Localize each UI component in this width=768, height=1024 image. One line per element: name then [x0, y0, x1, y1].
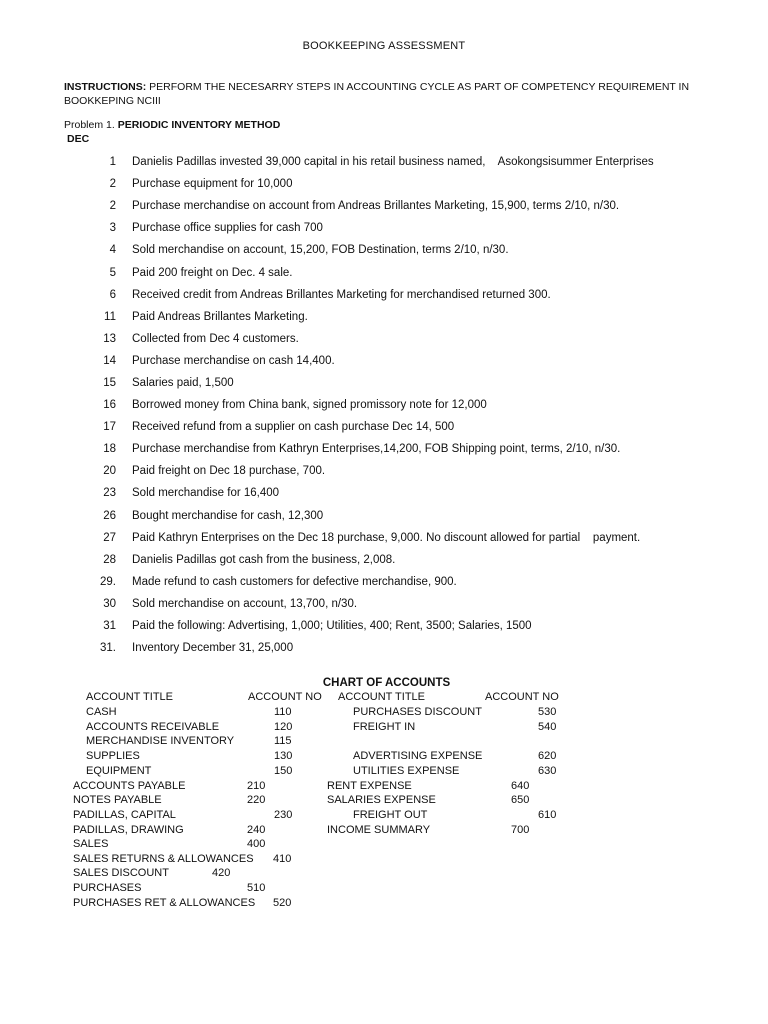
transaction-day: 31 [103, 620, 116, 633]
coa-left-title-sales: SALES [73, 838, 109, 850]
transaction-row [80, 173, 654, 195]
transaction-row [80, 195, 654, 217]
transaction-text: Danielis Padillas got cash from the business, 2,008. [132, 553, 396, 566]
coa-right-no-freight-in: 540 [538, 721, 557, 733]
coa-left-no-merchandise-inventory: 115 [274, 735, 292, 747]
coa-right-title-advertising-expense: ADVERTISING EXPENSE [353, 750, 483, 762]
month-label: DEC [67, 133, 90, 145]
transaction-row [80, 394, 654, 416]
instructions-label: INSTRUCTIONS: [64, 81, 147, 93]
transaction-text: Paid Andreas Brillantes Marketing. [132, 310, 308, 323]
coa-left-no-notes-payable: 220 [247, 794, 266, 806]
coa-right-title-utilities-expense: UTILITIES EXPENSE [353, 765, 460, 777]
transaction-day: 26 [103, 509, 116, 522]
coa-left-title-cash: CASH [86, 706, 117, 718]
coa-right-no-freight-out: 610 [538, 809, 557, 821]
coa-left-no-purchases: 510 [247, 882, 266, 894]
transaction-day: 2 [109, 200, 116, 213]
coa-left-no-sales: 400 [247, 838, 266, 850]
coa-right-no-advertising-expense: 620 [538, 750, 557, 762]
coa-header-left-no: ACCOUNT NO [248, 691, 322, 703]
transaction-text: Sold merchandise for 16,400 [132, 487, 280, 500]
transaction-day: 14 [103, 354, 116, 367]
transaction-text: Sold merchandise on account, 15,200, FOB Destination, terms 2/10, n/30. [132, 244, 509, 257]
transaction-list [80, 151, 654, 659]
coa-left-title-merchandise-inventory: MERCHANDISE INVENTORY [86, 735, 235, 747]
coa-left-title-supplies: SUPPLIES [86, 750, 140, 762]
coa-left-title-accounts-receivable: ACCOUNTS RECEIVABLE [86, 721, 220, 733]
coa-left-no-padillas-drawing: 240 [247, 824, 266, 836]
transaction-day: 31. [100, 642, 116, 655]
transaction-row [80, 637, 654, 659]
coa-right-title-purchases-discount: PURCHASES DISCOUNT [353, 706, 482, 718]
coa-left-no-accounts-payable: 210 [247, 780, 266, 792]
transaction-text: Paid Kathryn Enterprises on the Dec 18 purchase, 9,000. No discount allowed for partial payment. [132, 531, 641, 544]
coa-left-no-sales-discount: 420 [212, 867, 231, 879]
transaction-row [80, 505, 654, 527]
document-title: BOOKKEEPING ASSESSMENT [302, 40, 466, 52]
transaction-day: 15 [103, 376, 116, 389]
transaction-row [80, 217, 654, 239]
transaction-row [80, 593, 654, 615]
transaction-row [80, 571, 654, 593]
coa-left-title-purchases: PURCHASES [73, 882, 142, 894]
transaction-day: 17 [103, 421, 116, 434]
transaction-text: Salaries paid, 1,500 [132, 376, 234, 389]
transaction-day: 3 [109, 222, 116, 235]
transaction-day: 5 [109, 266, 116, 279]
transaction-row [80, 438, 654, 460]
transaction-text: Purchase merchandise from Kathryn Enterprises,14,200, FOB Shipping point, terms, 2/10, n/30. [132, 443, 621, 456]
transaction-row [80, 284, 654, 306]
coa-left-no-supplies: 130 [274, 750, 293, 762]
coa-right-no-rent-expense: 640 [511, 780, 530, 792]
transaction-text: Made refund to cash customers for defective merchandise, 900. [132, 575, 457, 588]
coa-header-right-no: ACCOUNT NO [485, 691, 559, 703]
transaction-text: Received credit from Andreas Brillantes Marketing for merchandised returned 300. [132, 288, 551, 301]
coa-left-title-padillas-drawing: PADILLAS, DRAWING [73, 824, 184, 836]
transaction-row [80, 328, 654, 350]
transaction-row [80, 482, 654, 504]
transaction-text: Borrowed money from China bank, signed promissory note for 12,000 [132, 399, 487, 412]
coa-left-title-sales-returns: SALES RETURNS & ALLOWANCES [73, 853, 254, 865]
coa-right-title-salaries-expense: SALARIES EXPENSE [327, 794, 436, 806]
coa-right-title-income-summary: INCOME SUMMARY [327, 824, 431, 836]
transaction-day: 30 [103, 597, 116, 610]
coa-right-title-freight-in: FREIGHT IN [353, 721, 416, 733]
transaction-day: 1 [109, 156, 116, 169]
transaction-text: Purchase merchandise on cash 14,400. [132, 354, 335, 367]
coa-header-left-title: ACCOUNT TITLE [86, 691, 173, 703]
coa-right-no-utilities-expense: 630 [538, 765, 557, 777]
transaction-day: 4 [109, 244, 116, 257]
problem-prefix: Problem 1. [64, 119, 118, 131]
transaction-text: Danielis Padillas invested 39,000 capital in his retail business named, Asokongsisummer Enterprises [132, 156, 654, 169]
transaction-text: Sold merchandise on account, 13,700, n/30. [132, 597, 358, 610]
transaction-row [80, 151, 654, 173]
transaction-day: 6 [109, 288, 116, 301]
coa-left-title-equipment: EQUIPMENT [86, 765, 152, 777]
transaction-text: Paid 200 freight on Dec. 4 sale. [132, 266, 293, 279]
transaction-row [80, 350, 654, 372]
coa-right-title-freight-out: FREIGHT OUT [353, 809, 428, 821]
coa-left-no-equipment: 150 [274, 765, 293, 777]
transaction-text: Purchase equipment for 10,000 [132, 178, 293, 191]
transaction-row [80, 261, 654, 283]
coa-left-no-cash: 110 [274, 706, 292, 718]
transaction-day: 11 [104, 310, 116, 323]
transaction-text: Collected from Dec 4 customers. [132, 332, 299, 345]
coa-left-no-sales-returns: 410 [273, 853, 292, 865]
transaction-day: 23 [103, 487, 116, 500]
coa-right-no-purchases-discount: 530 [538, 706, 557, 718]
problem-title: PERIODIC INVENTORY METHOD [117, 119, 281, 131]
problem-heading [64, 119, 280, 131]
transaction-row [80, 549, 654, 571]
transaction-day: 20 [103, 465, 116, 478]
transaction-row [80, 527, 654, 549]
transaction-row [80, 460, 654, 482]
transaction-row [80, 615, 654, 637]
coa-right-no-salaries-expense: 650 [511, 794, 530, 806]
transaction-day: 2 [109, 178, 116, 191]
transaction-text: Purchase merchandise on account from Andreas Brillantes Marketing, 15,900, terms 2/10, n/30. [132, 200, 620, 213]
coa-left-title-padillas-capital: PADILLAS, CAPITAL [73, 809, 176, 821]
coa-right-no-income-summary: 700 [511, 824, 530, 836]
transaction-text: Bought merchandise for cash, 12,300 [132, 509, 324, 522]
transaction-text: Paid freight on Dec 18 purchase, 700. [132, 465, 326, 478]
transaction-row [80, 239, 654, 261]
instructions [64, 80, 704, 108]
transaction-text: Inventory December 31, 25,000 [132, 642, 294, 655]
coa-left-title-accounts-payable: ACCOUNTS PAYABLE [73, 780, 186, 792]
coa-left-title-sales-discount: SALES DISCOUNT [73, 867, 169, 879]
coa-left-no-purchases-returns: 520 [273, 897, 292, 909]
transaction-day: 27 [103, 531, 116, 544]
transaction-day: 18 [103, 443, 116, 456]
transaction-day: 13 [103, 332, 116, 345]
transaction-day: 28 [103, 553, 116, 566]
transaction-row [80, 306, 654, 328]
chart-of-accounts-title: CHART OF ACCOUNTS [322, 677, 451, 689]
coa-left-no-padillas-capital: 230 [274, 809, 293, 821]
coa-left-no-accounts-receivable: 120 [274, 721, 293, 733]
coa-right-title-rent-expense: RENT EXPENSE [327, 780, 412, 792]
coa-left-title-purchases-returns: PURCHASES RET & ALLOWANCES [73, 897, 256, 909]
transaction-day: 29. [100, 575, 116, 588]
coa-left-title-notes-payable: NOTES PAYABLE [73, 794, 162, 806]
transaction-text: Received refund from a supplier on cash purchase Dec 14, 500 [132, 421, 455, 434]
instructions-text: PERFORM THE NECESARRY STEPS IN ACCOUNTING CYCLE AS PART OF COMPETENCY REQUIREMENT IN BOOKKEPING NCIII [64, 81, 690, 107]
transaction-text: Paid the following: Advertising, 1,000; Utilities, 400; Rent, 3500; Salaries, 1500 [132, 620, 532, 633]
transaction-text: Purchase office supplies for cash 700 [132, 222, 323, 235]
transaction-day: 16 [103, 399, 116, 412]
coa-header-right-title: ACCOUNT TITLE [338, 691, 425, 703]
transaction-row [80, 416, 654, 438]
transaction-row [80, 372, 654, 394]
